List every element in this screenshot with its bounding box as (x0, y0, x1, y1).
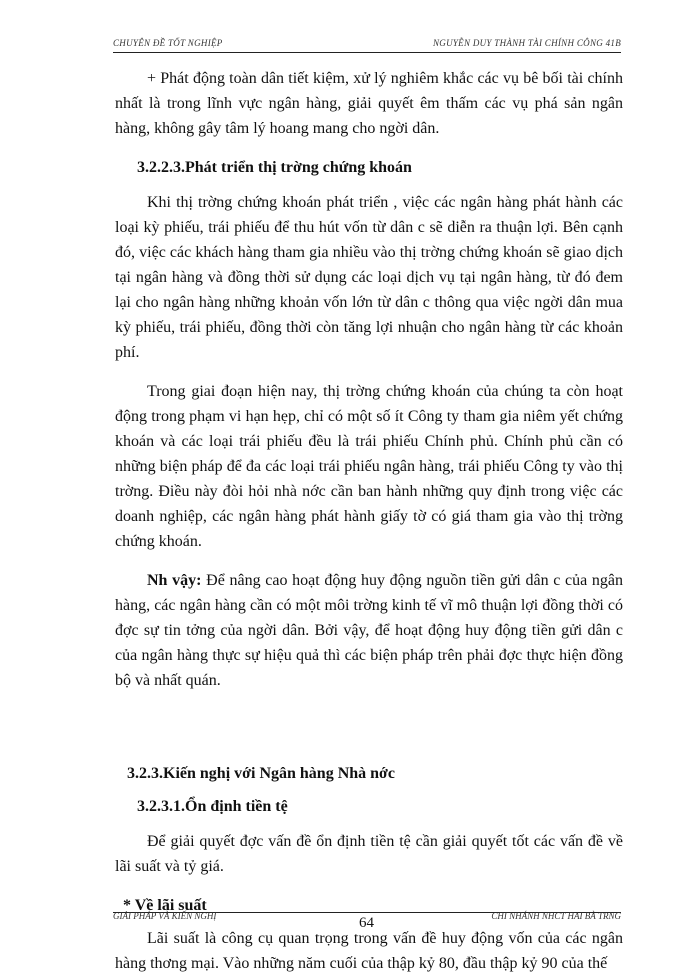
paragraph-interest-rate: Lãi suất là công cụ quan trọng trong vấn đề huy động vốn của các ngân hàng thơng mại. Vào những năm cuối của thập kỷ 80, đầu thập kỷ 90 của thế (115, 930, 623, 972)
heading-3-2-3: 3.2.3.Kiến nghị với Ngân hàng Nhà nớc (127, 765, 395, 782)
footer-right-text: CHI NHÁNH NHCT HAI BÀ TRNG (491, 911, 621, 921)
footer-left-text: GIẢI PHÁP VÀ KIẾN NGHỊ (113, 911, 217, 921)
header-left-text: CHUYÊN ĐỀ TỐT NGHIỆP (113, 38, 223, 48)
heading-interest-rate: * Về lãi suất (123, 897, 207, 914)
paragraph-savings-measures: + Phát động toàn dân tiết kiệm, xử lý nghiêm khắc các vụ bê bối tài chính nhất là trong lĩnh vực ngân hàng, giải quyết êm thấm các vụ phá sản ngân hàng, không gây tâm lý hoang mang cho ngời dân. (115, 70, 623, 137)
section-gap (115, 707, 623, 761)
conclusion-text: Để nâng cao hoạt động huy động nguồn tiền gửi dân c của ngân hàng, các ngân hàng cần có một môi trờng kinh tế vĩ mô thuận lợi đồng thời có đợc sự tin tởng của ngời dân. Bởi vậy, để hoạt động huy động tiền gửi dân c của ngân hàng thực sự hiệu quả thì các biện pháp trên phải đợc thực hiện đồng bộ và nhất quán. (115, 572, 624, 689)
heading-3-2-2-3: 3.2.2.3.Phát triển thị trờng chứng khoán (137, 159, 412, 176)
paragraph-current-stock-market: Trong giai đoạn hiện nay, thị trờng chứng khoán của chúng ta còn hoạt động trong phạm vi hạn hẹp, chỉ có một số ít Công ty tham gia niêm yết chứng khoán và các loại trái phiếu đều là trái phiếu Chính phủ. Chính phủ cần có những biện pháp để đa các loại trái phiếu ngân hàng, trái phiếu Công ty vào thị trờng. Điều này đòi hỏi nhà nớc cần ban hành những quy định trong việc các doanh nghiệp, các ngân hàng phát hành giấy tờ có giá tham gia vào thị trờng chứng khoán. (115, 383, 623, 550)
paragraph-conclusion (115, 568, 623, 693)
page-header (113, 38, 621, 53)
document-body (115, 66, 623, 976)
page-number: 64 (359, 915, 374, 931)
heading-3-2-3-1: 3.2.3.1.Ổn định tiền tệ (137, 798, 288, 815)
header-right-text: NGUYỄN DUY THÀNH TÀI CHÍNH CÔNG 41B (432, 38, 621, 48)
paragraph-stock-market-development: Khi thị trờng chứng khoán phát triển , việc các ngân hàng phát hành các loại kỳ phiếu, trái phiếu để thu hút vốn từ dân c sẽ diễn ra thuận lợi. Bên cạnh đó, việc các khách hàng tham gia nhiều vào thị trờng chứng khoán sẽ giao dịch tại ngân hàng và đồng thời sử dụng các loại dịch vụ tại ngân hàng, từ đó đem lại cho ngân hàng những khoản vốn lớn từ dân c thông qua việc ngời dân mua kỳ phiếu, trái phiếu, đồng thời còn tăng lợi nhuận cho ngân hàng từ các khoản phí. (115, 194, 623, 361)
page-footer (113, 912, 621, 933)
conclusion-lead: Nh vậy: (147, 572, 202, 589)
paragraph-monetary-stability: Để giải quyết đợc vấn đề ổn định tiền tệ cần giải quyết tốt các vấn đề về lãi suất và tỷ giá. (115, 833, 623, 875)
